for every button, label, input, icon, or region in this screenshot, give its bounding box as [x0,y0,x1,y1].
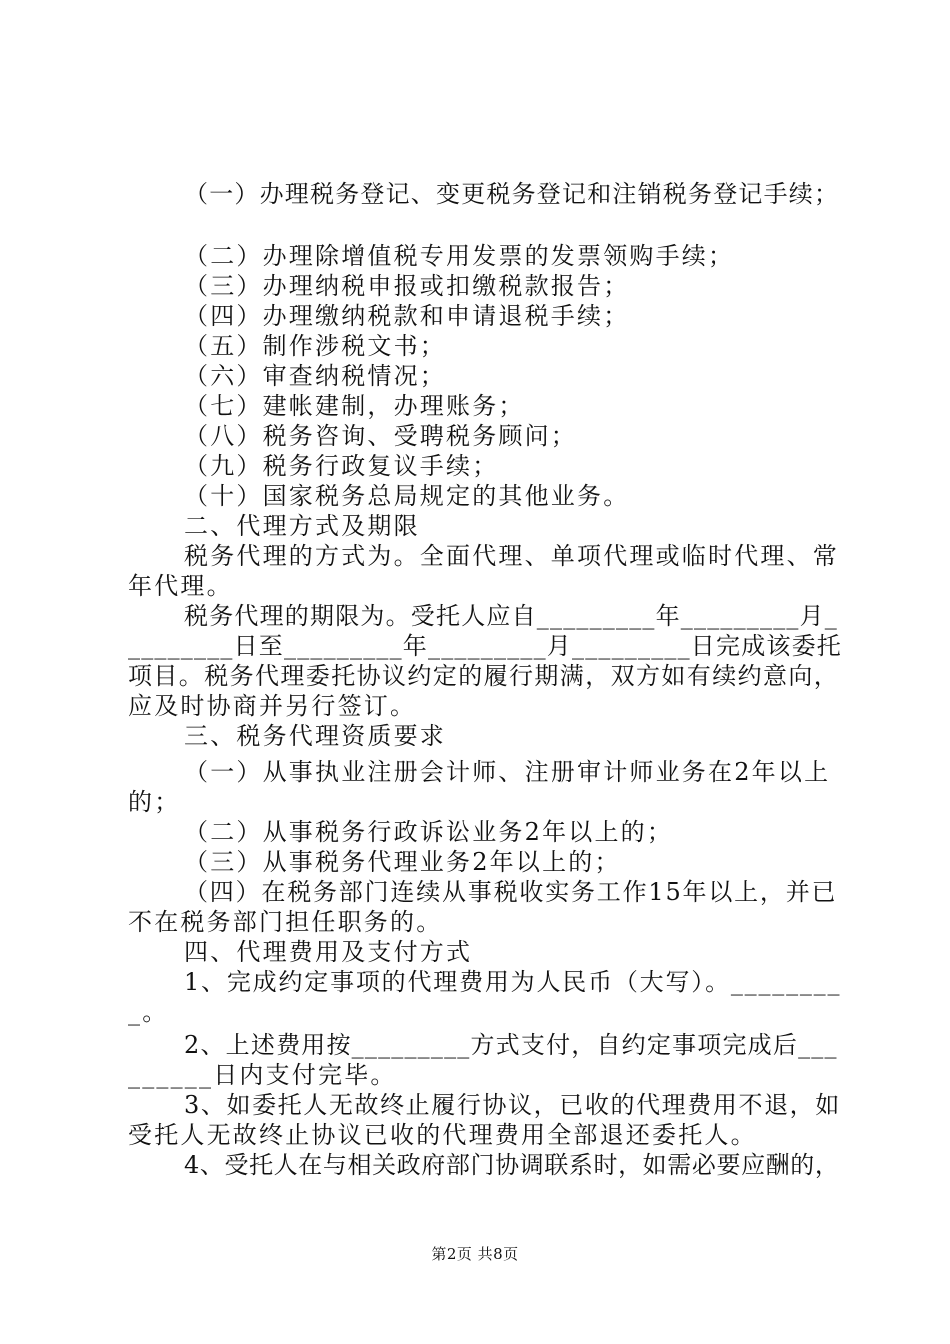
text-line: （五）制作涉税文书； [184,332,446,360]
text-line: 2、上述费用按_________方式支付，自约定事项完成后___ [184,1031,838,1059]
text-line: （一）从事执业注册会计师、注册审计师业务在2年以上 [184,758,831,786]
text-line: 税务代理的方式为。全面代理、单项代理或临时代理、常 [184,542,839,570]
text-line: 4、受托人在与相关政府部门协调联系时，如需必要应酬的， [184,1151,840,1179]
text-line: 3、如委托人无故终止履行协议，已收的代理费用不退，如 [184,1091,841,1119]
text-line: 受托人无故终止协议已收的代理费用全部退还委托人。 [128,1121,757,1149]
text-line: （二）从事税务行政诉讼业务2年以上的； [184,818,674,846]
text-line: （三）办理纳税申报或扣缴税款报告； [184,272,630,300]
text-line: （二）办理除增值税专用发票的发票领购手续； [184,242,735,270]
page-number-footer: 第2页 共8页 [431,1245,519,1263]
text-line: 年代理。 [128,572,233,600]
text-line: 税务代理的期限为。受托人应自_________年_________月_ [184,602,838,630]
text-line: （一）办理税务登记、变更税务登记和注销税务登记手续； [184,180,840,208]
text-line: （四）在税务部门连续从事税收实务工作15年以上，并已 [184,878,838,906]
text-line: （七）建帐建制，办理账务； [184,392,525,420]
text-line: 项目。税务代理委托协议约定的履行期满，双方如有续约意向， [128,662,840,690]
text-line: （十）国家税务总局规定的其他业务。 [184,482,630,510]
text-line: （九）税务行政复议手续； [184,452,499,480]
text-line: _。 [128,998,169,1026]
text-line: 应及时协商并另行签订。 [128,692,417,720]
text-line: ______日内支付完毕。 [128,1061,397,1089]
text-line: （六）审查纳税情况； [184,362,446,390]
section-heading: 三、税务代理资质要求 [184,722,446,750]
text-line: （四）办理缴纳税款和申请退税手续； [184,302,630,330]
text-line: ________日至_________年_________月_________日完成该委托 [128,632,842,660]
text-line: 的； [128,788,181,816]
text-line: （三）从事税务代理业务2年以上的； [184,848,621,876]
section-heading: 二、代理方式及期限 [184,512,420,540]
text-line: 1、完成约定事项的代理费用为人民币（大写）。________ [184,968,842,996]
section-heading: 四、代理费用及支付方式 [184,938,473,966]
text-line: 不在税务部门担任职务的。 [128,908,443,936]
text-line: （八）税务咨询、受聘税务顾问； [184,422,577,450]
